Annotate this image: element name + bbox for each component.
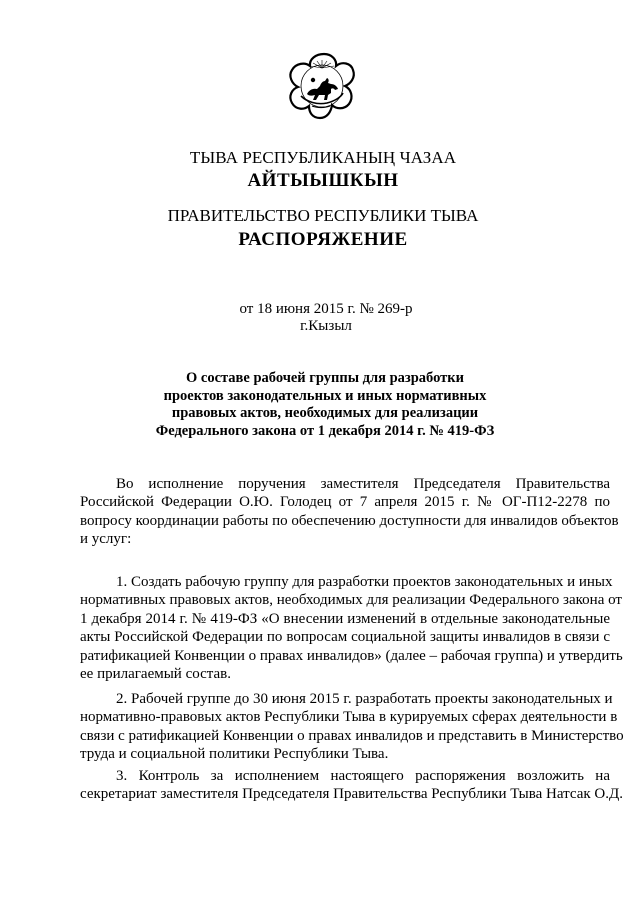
text-line: 1. Создать рабочую группу для разработки проектов законодательных и иных	[116, 574, 613, 590]
date-number: от 18 июня 2015 г. № 269-р	[239, 301, 413, 317]
city: г.Кызыл	[300, 318, 352, 334]
text-line: 2. Рабочей группе до 30 июня 2015 г. разработать проекты законодательных и	[116, 691, 613, 707]
item-1-paragraph	[80, 573, 623, 683]
text-line: 3. Контроль за исполнением настоящего распоряжения возложить на	[116, 768, 610, 784]
title-line: правовых актов, необходимых для реализации	[171, 405, 479, 422]
header-tyva-government: ТЫВА РЕСПУБЛИКАНЫҢ ЧАЗАА	[189, 148, 457, 167]
item-3-paragraph	[80, 767, 623, 804]
document-title	[100, 370, 550, 441]
text-line: Российской Федерации О.Ю. Голодец от 7 апреля 2015 г. № ОГ-П12-2278 по	[80, 494, 610, 511]
text-line: нормативно-правовых актов Республики Тыва в курируемых сферах деятельности в	[80, 709, 618, 726]
text-line: нормативных правовых актов, необходимых для реализации Федерального закона от	[80, 592, 622, 609]
title-line: проектов законодательных и иных нормативных	[163, 387, 487, 404]
text-line: ратификацией Конвенции о правах инвалидов» (далее – рабочая группа) и утвердить	[80, 647, 623, 664]
text-line: секретариат заместителя Председателя Правительства Республики Тыва Натсак О.Д.	[80, 786, 623, 803]
title-line: Федерального закона от 1 декабря 2014 г. № 419-ФЗ	[155, 423, 495, 440]
header-tyva-order: АЙТЫЫШКЫН	[247, 170, 399, 191]
text-line: и услуг:	[80, 531, 132, 548]
text-line: связи с ратификацией Конвенции о правах инвалидов и представить в Министерство	[80, 727, 624, 744]
intro-paragraph	[80, 475, 619, 549]
title-line: О составе рабочей группы для разработки	[185, 370, 464, 386]
header-order: РАСПОРЯЖЕНИЕ	[238, 229, 408, 250]
text-line: ее прилагаемый состав.	[80, 665, 231, 682]
text-line: Во исполнение поручения заместителя Председателя Правительства	[116, 476, 610, 492]
tyva-coat-of-arms-icon	[287, 50, 361, 124]
text-line: труда и социальной политики Республики Тыва.	[80, 746, 389, 763]
text-line: акты Российской Федерации по вопросам социальной защиты инвалидов в связи с	[80, 629, 610, 646]
item-2-paragraph	[80, 690, 624, 764]
header-government: ПРАВИТЕЛЬСТВО РЕСПУБЛИКИ ТЫВА	[167, 206, 479, 225]
text-line: вопросу координации работы по обеспечению доступности для инвалидов объектов	[80, 512, 619, 529]
text-line: 1 декабря 2014 г. № 419-ФЗ «О внесении изменений в отдельные законодательные	[80, 610, 610, 627]
